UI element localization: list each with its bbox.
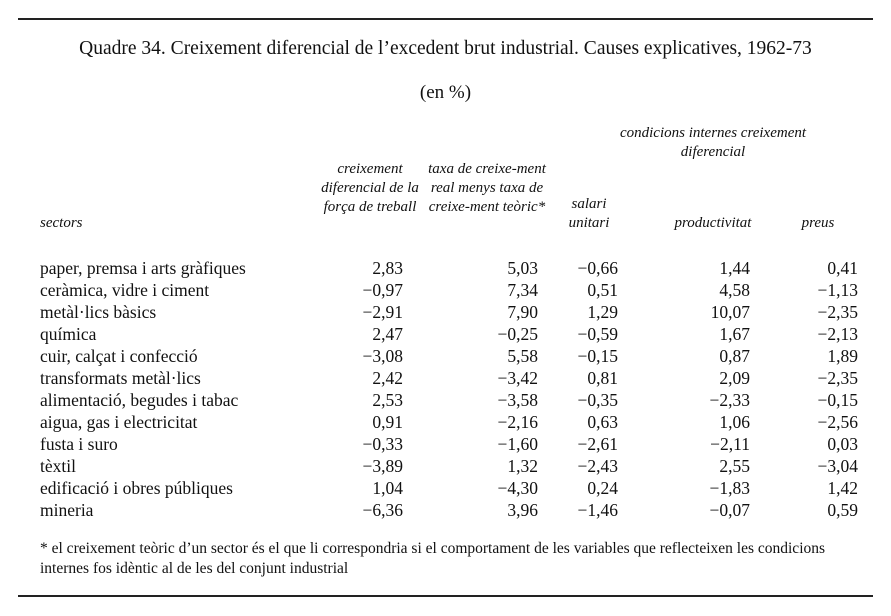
- value-cell: −0,66: [577, 258, 618, 278]
- value-cell: −2,56: [817, 412, 858, 432]
- value-cell: 1,44: [719, 258, 750, 278]
- value-cell: −0,33: [362, 434, 403, 454]
- value-cell: 1,89: [827, 346, 858, 366]
- value-cell: 1,32: [507, 456, 538, 476]
- table-row: [18, 433, 873, 455]
- group-header: condicions internes creixement diferencial: [619, 125, 807, 160]
- value-cell: −1,83: [709, 478, 750, 498]
- value-cell: −4,30: [497, 478, 538, 498]
- value-cell: 1,04: [372, 478, 403, 498]
- value-cell: 5,58: [507, 346, 538, 366]
- value-cell: −0,59: [577, 324, 618, 344]
- table-row: [18, 455, 873, 477]
- sector-cell: mineria: [40, 500, 94, 520]
- table-unit: (en %): [419, 82, 472, 103]
- table-row: [18, 367, 873, 389]
- value-cell: −0,15: [817, 390, 858, 410]
- column-header-sectors: sectors: [40, 215, 83, 231]
- value-cell: 3,96: [507, 500, 538, 520]
- table-row: [18, 389, 873, 411]
- value-cell: 1,42: [827, 478, 858, 498]
- value-cell: −2,43: [577, 456, 618, 476]
- table-row: [18, 477, 873, 499]
- value-cell: 7,90: [507, 302, 538, 322]
- value-cell: 0,03: [827, 434, 858, 454]
- sector-cell: tèxtil: [40, 456, 76, 476]
- value-cell: −3,04: [817, 456, 858, 476]
- sector-cell: alimentació, begudes i tabac: [40, 390, 239, 410]
- sector-cell: aigua, gas i electricitat: [40, 412, 198, 432]
- value-cell: −2,35: [817, 302, 858, 322]
- table-row: [18, 323, 873, 345]
- value-cell: −0,97: [362, 280, 403, 300]
- table-row: [18, 279, 873, 301]
- value-cell: −2,16: [497, 412, 538, 432]
- value-cell: 0,59: [827, 500, 858, 520]
- value-cell: 0,51: [587, 280, 618, 300]
- value-cell: 5,03: [507, 258, 538, 278]
- value-cell: 0,41: [827, 258, 858, 278]
- table-row: [18, 499, 873, 521]
- table-row: [18, 411, 873, 433]
- value-cell: −0,15: [577, 346, 618, 366]
- value-cell: −6,36: [362, 500, 403, 520]
- column-header-unit-wage: salari unitari: [568, 196, 610, 231]
- table-title: Quadre 34. Creixement diferencial de l’excedent brut industrial. Causes explicatives, 1962-73: [79, 38, 812, 59]
- value-cell: 2,47: [372, 324, 403, 344]
- table-row: [18, 301, 873, 323]
- value-cell: 2,83: [372, 258, 403, 278]
- column-header-prices: preus: [801, 215, 835, 231]
- value-cell: 0,87: [719, 346, 750, 366]
- sector-cell: edificació i obres públiques: [40, 478, 233, 498]
- value-cell: −3,08: [362, 346, 403, 366]
- value-cell: −2,61: [577, 434, 618, 454]
- column-header-growth-rate: taxa de creixe-ment real menys taxa de creixe-ment teòric*: [428, 161, 546, 215]
- value-cell: −1,60: [497, 434, 538, 454]
- value-cell: 0,63: [587, 412, 618, 432]
- value-cell: 1,29: [587, 302, 618, 322]
- sector-cell: paper, premsa i arts gràfiques: [40, 258, 246, 278]
- value-cell: −3,42: [497, 368, 538, 388]
- value-cell: 2,09: [719, 368, 750, 388]
- table-row: [18, 257, 873, 279]
- value-cell: 0,91: [372, 412, 403, 432]
- value-cell: −1,46: [577, 500, 618, 520]
- value-cell: 1,06: [719, 412, 750, 432]
- value-cell: −2,91: [362, 302, 403, 322]
- table-frame: [18, 18, 873, 597]
- value-cell: −3,58: [497, 390, 538, 410]
- value-cell: −3,89: [362, 456, 403, 476]
- value-cell: −2,13: [817, 324, 858, 344]
- footnote: * el creixement teòric d’un sector és el que li correspondria si el comportament de les variables que reflecteixen les condicions internes fos idèntic al de les del conjunt industrial: [40, 540, 826, 577]
- value-cell: 7,34: [507, 280, 538, 300]
- value-cell: 0,81: [587, 368, 618, 388]
- value-cell: 4,58: [719, 280, 750, 300]
- value-cell: −2,11: [710, 434, 750, 454]
- value-cell: −2,35: [817, 368, 858, 388]
- sector-cell: transformats metàl·lics: [40, 368, 201, 388]
- value-cell: −1,13: [817, 280, 858, 300]
- value-cell: 2,53: [372, 390, 403, 410]
- sector-cell: fusta i suro: [40, 434, 118, 454]
- column-header-productivity: productivitat: [674, 215, 752, 231]
- value-cell: −2,33: [709, 390, 750, 410]
- sector-cell: química: [40, 324, 97, 344]
- sector-cell: cuir, calçat i confecció: [40, 346, 198, 366]
- column-header-labour: creixement diferencial de la força de treball: [321, 161, 419, 215]
- value-cell: 10,07: [710, 302, 750, 322]
- value-cell: −0,07: [709, 500, 750, 520]
- sector-cell: ceràmica, vidre i ciment: [40, 280, 210, 300]
- table-row: [18, 345, 873, 367]
- value-cell: −0,25: [497, 324, 538, 344]
- value-cell: 1,67: [719, 324, 750, 344]
- sector-cell: metàl·lics bàsics: [40, 302, 157, 322]
- value-cell: −0,35: [577, 390, 618, 410]
- value-cell: 2,42: [372, 368, 403, 388]
- value-cell: 2,55: [719, 456, 750, 476]
- value-cell: 0,24: [587, 478, 618, 498]
